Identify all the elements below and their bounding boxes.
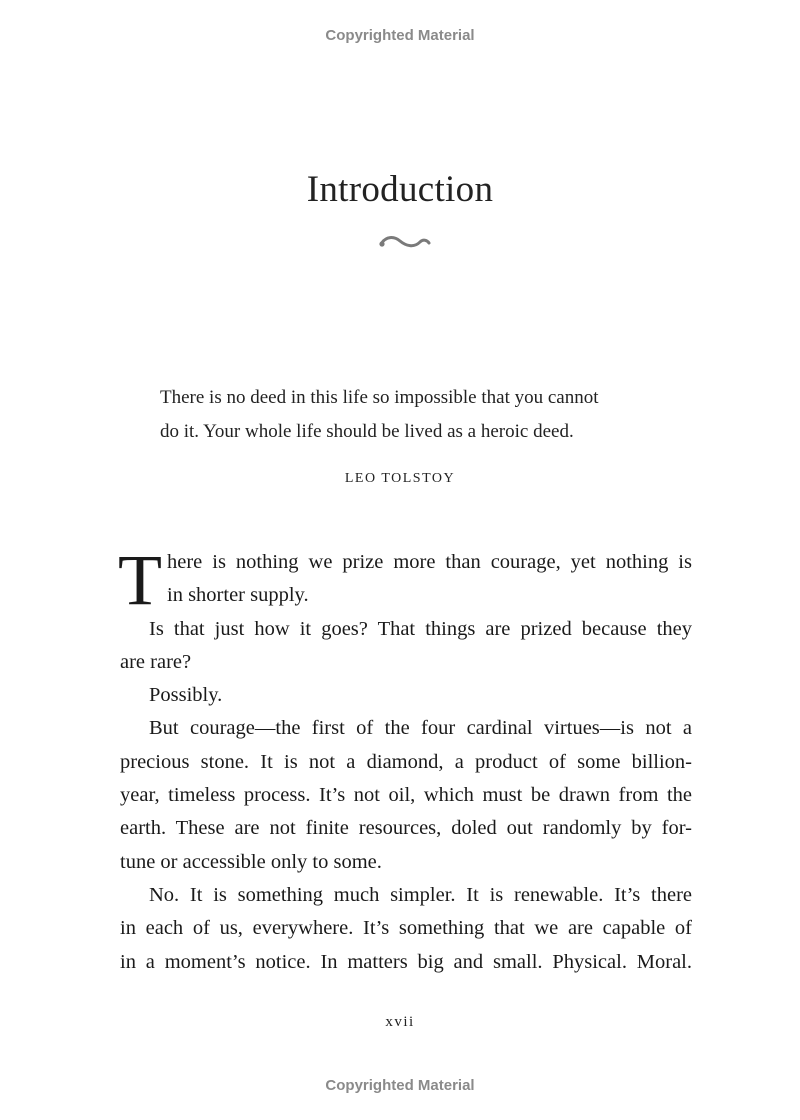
body-line: are rare? — [120, 650, 192, 673]
body-line: No. It is something much simpler. It is renewable. It’s there — [149, 883, 692, 906]
page-number: xvii — [385, 1014, 415, 1030]
body-text — [118, 540, 692, 979]
body-line: in shorter supply. — [167, 584, 309, 607]
tilde-flourish-icon — [378, 232, 432, 252]
epigraph-attribution: LEO TOLSTOY — [344, 471, 456, 486]
body-line: year, timeless process. It’s not oil, which must be drawn from the — [120, 784, 692, 807]
body-line: Is that just how it goes? That things are prized because they — [149, 617, 692, 640]
drop-cap: T — [118, 540, 162, 620]
body-line: earth. These are not finite resources, doled out randomly by for- — [120, 817, 692, 840]
epigraph — [160, 381, 680, 449]
epigraph-line: There is no deed in this life so impossible that you cannot — [160, 387, 599, 408]
chapter-title: Introduction — [306, 169, 494, 210]
body-line: here is nothing we prize more than courage, yet nothing is — [167, 551, 692, 573]
body-line: in a moment’s notice. In matters big and small. Physical. Moral. — [120, 950, 692, 973]
body-line: Possibly. — [149, 684, 223, 707]
copyright-watermark-bottom: Copyrighted Material — [325, 1077, 475, 1094]
body-line: tune or accessible only to some. — [120, 850, 382, 873]
epigraph-line: do it. Your whole life should be lived as a heroic deed. — [160, 421, 574, 442]
copyright-watermark-top: Copyrighted Material — [325, 27, 475, 44]
body-line: But courage—the first of the four cardinal virtues—is not a — [149, 717, 692, 740]
body-line: in each of us, everywhere. It’s something that we are capable of — [120, 917, 692, 940]
body-line: precious stone. It is not a diamond, a product of some billion- — [120, 750, 692, 773]
